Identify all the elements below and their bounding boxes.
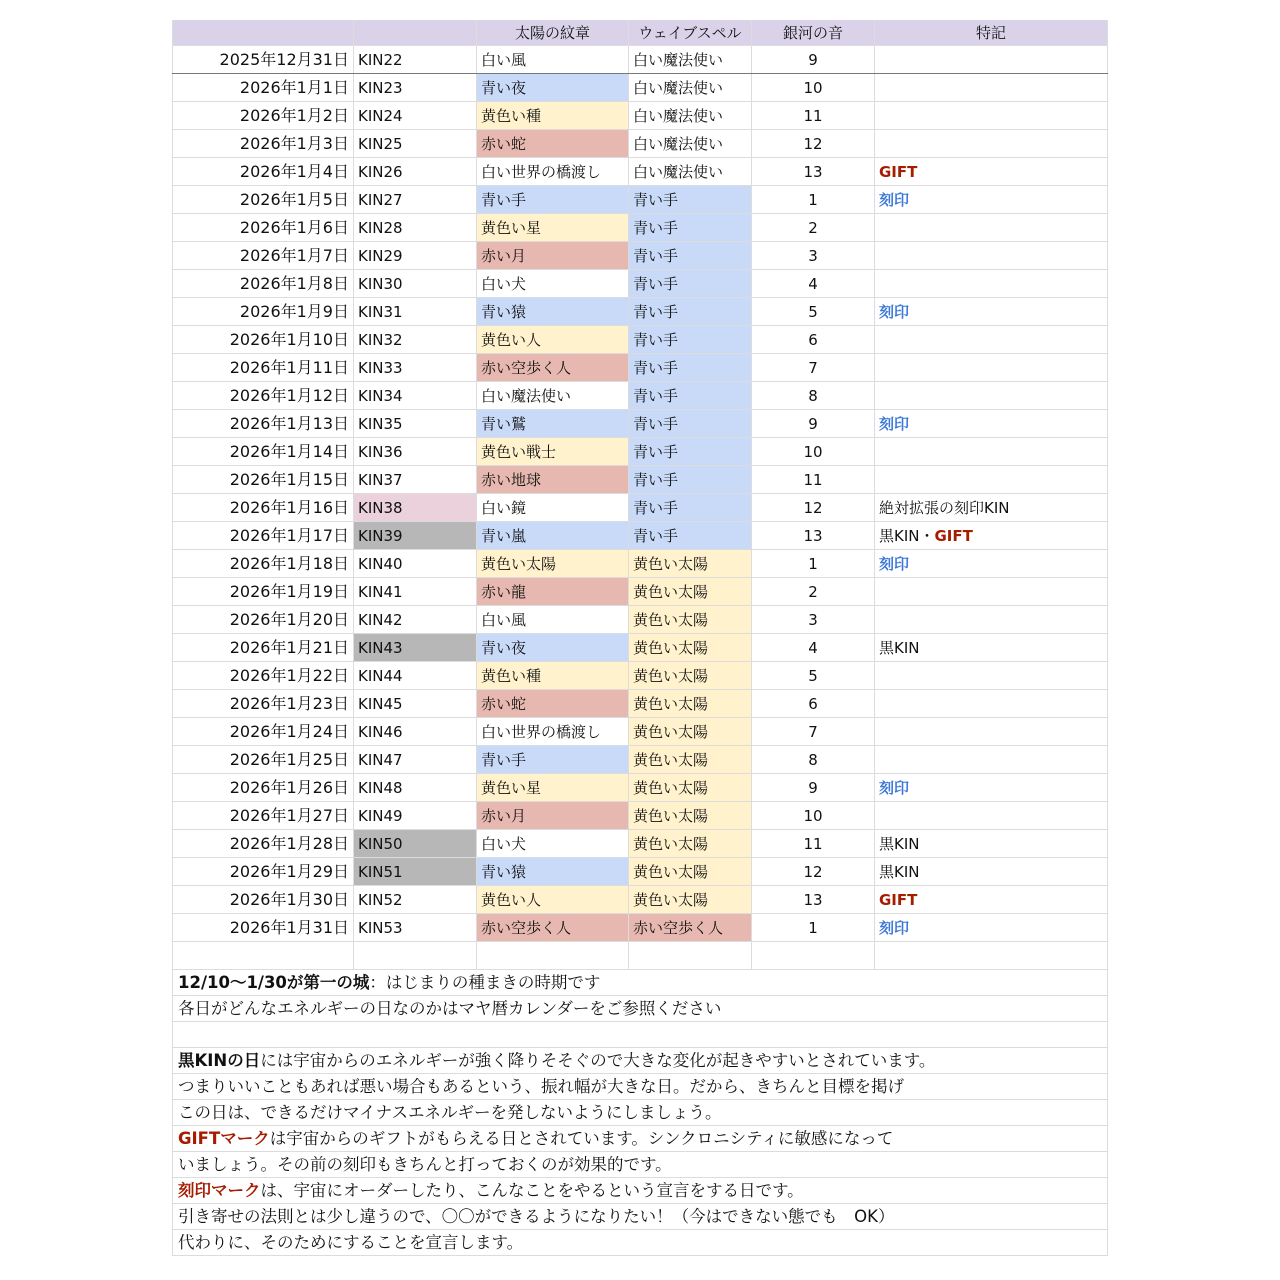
wavespell-cell[interactable]: 黄色い太陽 — [629, 606, 752, 633]
note-cell[interactable] — [875, 690, 1108, 717]
solar-seal-cell[interactable]: 青い夜 — [477, 634, 629, 661]
date-cell[interactable]: 2026年1月25日 — [172, 746, 354, 773]
solar-seal-cell[interactable]: 黄色い太陽 — [477, 550, 629, 577]
header-notes[interactable]: 特記 — [875, 20, 1108, 45]
kin-cell[interactable]: KIN41 — [354, 578, 477, 605]
solar-seal-cell[interactable]: 赤い月 — [477, 242, 629, 269]
note-row[interactable] — [172, 996, 1108, 1022]
note-cell[interactable] — [875, 858, 1108, 885]
note-cell[interactable] — [875, 354, 1108, 381]
calendar-reference-text: 各日がどんなエネルギーの日なのかはマヤ暦カレンダーをご参照ください — [178, 999, 722, 1018]
table-row — [172, 354, 1108, 382]
table-row — [172, 326, 1108, 354]
kin-cell[interactable]: KIN32 — [354, 326, 477, 353]
date-cell[interactable]: 2026年1月8日 — [172, 270, 354, 297]
kin-cell[interactable]: KIN31 — [354, 298, 477, 325]
wavespell-cell[interactable]: 黄色い太陽 — [629, 634, 752, 661]
date-cell[interactable]: 2026年1月15日 — [172, 466, 354, 493]
note-cell[interactable] — [875, 774, 1108, 801]
date-cell[interactable]: 2026年1月17日 — [172, 522, 354, 549]
wavespell-cell[interactable]: 黄色い太陽 — [629, 550, 752, 577]
stamp-label: 刻印 — [879, 779, 910, 797]
note-cell[interactable] — [875, 298, 1108, 325]
gift-text: は宇宙からのギフトがもらえる日とされています。シンクロニシティに敏感になって — [269, 1129, 894, 1148]
castle-text: ：はじまりの種まきの時期です — [369, 973, 601, 992]
galactic-tone-cell[interactable]: 9 — [752, 46, 875, 73]
solar-seal-cell[interactable]: 青い鷲 — [477, 410, 629, 437]
kin-cell[interactable]: KIN51 — [354, 858, 477, 885]
wavespell-cell[interactable]: 青い手 — [629, 270, 752, 297]
wavespell-cell[interactable]: 青い手 — [629, 466, 752, 493]
solar-seal-cell[interactable]: 白い魔法使い — [477, 382, 629, 409]
gift-label: GIFT — [879, 891, 918, 909]
black-kin-text-2: つまりいいこともあれば悪い場合もあるという、振れ幅が大きな日。だから、きちんと目標を掲げ — [178, 1077, 904, 1096]
galactic-tone-cell[interactable]: 3 — [752, 242, 875, 269]
table-row — [172, 774, 1108, 802]
header-row — [172, 20, 1108, 46]
solar-seal-cell[interactable]: 赤い龍 — [477, 578, 629, 605]
note-cell[interactable] — [875, 802, 1108, 829]
stamp-label: 刻印 — [879, 555, 910, 573]
kin-cell[interactable]: KIN42 — [354, 606, 477, 633]
kin-cell[interactable]: KIN49 — [354, 802, 477, 829]
solar-seal-cell[interactable]: 黄色い人 — [477, 326, 629, 353]
galactic-tone-cell[interactable]: 2 — [752, 214, 875, 241]
table-cell[interactable] — [477, 942, 629, 969]
solar-seal-cell[interactable]: 赤い空歩く人 — [477, 914, 629, 941]
galactic-tone-cell[interactable]: 11 — [752, 830, 875, 857]
galactic-tone-cell[interactable]: 12 — [752, 858, 875, 885]
table-row — [172, 382, 1108, 410]
note-label: 絶対拡張の刻印KIN — [879, 499, 1010, 517]
table-row — [172, 438, 1108, 466]
kin-cell[interactable]: KIN40 — [354, 550, 477, 577]
wavespell-cell[interactable]: 白い魔法使い — [629, 46, 752, 73]
solar-seal-cell[interactable]: 青い夜 — [477, 74, 629, 101]
galactic-tone-cell[interactable]: 11 — [752, 466, 875, 493]
kin-cell[interactable]: KIN45 — [354, 690, 477, 717]
note-cell[interactable] — [875, 74, 1108, 101]
galactic-tone-cell[interactable]: 5 — [752, 298, 875, 325]
date-cell[interactable]: 2026年1月26日 — [172, 774, 354, 801]
table-row — [172, 158, 1108, 186]
wavespell-cell[interactable]: 黄色い太陽 — [629, 858, 752, 885]
note-cell[interactable] — [875, 830, 1108, 857]
table-row — [172, 46, 1108, 74]
solar-seal-cell[interactable]: 赤い蛇 — [477, 690, 629, 717]
solar-seal-cell[interactable]: 赤い蛇 — [477, 130, 629, 157]
kin-cell[interactable]: KIN26 — [354, 158, 477, 185]
black-kin-heading: 黒KINの日 — [178, 1051, 261, 1070]
galactic-tone-cell[interactable]: 8 — [752, 746, 875, 773]
stamp-label: 刻印 — [879, 191, 910, 209]
black-kin-label: 黒KIN・ — [879, 527, 935, 545]
wavespell-cell[interactable]: 青い手 — [629, 242, 752, 269]
date-cell[interactable]: 2026年1月10日 — [172, 326, 354, 353]
wavespell-cell[interactable]: 白い魔法使い — [629, 130, 752, 157]
date-cell[interactable]: 2026年1月27日 — [172, 802, 354, 829]
table-row — [172, 718, 1108, 746]
table-row — [172, 74, 1108, 102]
note-cell[interactable] — [875, 466, 1108, 493]
date-cell[interactable]: 2026年1月9日 — [172, 298, 354, 325]
date-cell[interactable]: 2026年1月29日 — [172, 858, 354, 885]
galactic-tone-cell[interactable]: 12 — [752, 494, 875, 521]
wavespell-cell[interactable]: 青い手 — [629, 494, 752, 521]
date-cell[interactable]: 2026年1月28日 — [172, 830, 354, 857]
wavespell-cell[interactable]: 白い魔法使い — [629, 74, 752, 101]
table-row — [172, 214, 1108, 242]
black-kin-text-3: この日は、できるだけマイナスエネルギーを発しないようにしましょう。 — [178, 1103, 722, 1122]
wavespell-cell[interactable]: 青い手 — [629, 382, 752, 409]
note-cell[interactable] — [875, 914, 1108, 941]
kin-cell[interactable]: KIN48 — [354, 774, 477, 801]
galactic-tone-cell[interactable]: 1 — [752, 550, 875, 577]
header-galactic-tone[interactable]: 銀河の音 — [752, 20, 875, 45]
table-row — [172, 830, 1108, 858]
date-cell[interactable]: 2026年1月14日 — [172, 438, 354, 465]
note-cell[interactable] — [875, 130, 1108, 157]
note-cell[interactable] — [875, 214, 1108, 241]
stamp-label: 刻印 — [879, 919, 910, 937]
note-row[interactable] — [172, 1126, 1108, 1152]
table-row — [172, 494, 1108, 522]
solar-seal-cell[interactable]: 青い猿 — [477, 858, 629, 885]
kin-cell[interactable]: KIN37 — [354, 466, 477, 493]
galactic-tone-cell[interactable]: 5 — [752, 662, 875, 689]
table-cell[interactable] — [354, 942, 477, 969]
table-row — [172, 606, 1108, 634]
kin-cell[interactable]: KIN35 — [354, 410, 477, 437]
table-row — [172, 186, 1108, 214]
spreadsheet — [172, 20, 1108, 1256]
stamp-text-3: 代わりに、そのためにすることを宣言します。 — [178, 1233, 524, 1252]
table-row — [172, 914, 1108, 942]
solar-seal-cell[interactable]: 白い風 — [477, 606, 629, 633]
table-row — [172, 550, 1108, 578]
wavespell-cell[interactable]: 黄色い太陽 — [629, 886, 752, 913]
solar-seal-cell[interactable]: 黄色い人 — [477, 886, 629, 913]
solar-seal-cell[interactable]: 黄色い種 — [477, 662, 629, 689]
wavespell-cell[interactable]: 白い魔法使い — [629, 158, 752, 185]
galactic-tone-cell[interactable]: 13 — [752, 158, 875, 185]
note-row[interactable] — [172, 1100, 1108, 1126]
table-row — [172, 102, 1108, 130]
wavespell-cell[interactable]: 黄色い太陽 — [629, 718, 752, 745]
galactic-tone-cell[interactable]: 3 — [752, 606, 875, 633]
stamp-label: 刻印 — [879, 303, 910, 321]
galactic-tone-cell[interactable]: 13 — [752, 886, 875, 913]
date-cell[interactable]: 2026年1月31日 — [172, 914, 354, 941]
wavespell-cell[interactable]: 青い手 — [629, 186, 752, 213]
table-row — [172, 634, 1108, 662]
table-row — [172, 746, 1108, 774]
galactic-tone-cell[interactable]: 6 — [752, 690, 875, 717]
wavespell-cell[interactable]: 青い手 — [629, 410, 752, 437]
notes-section — [172, 970, 1108, 1256]
kin-cell[interactable]: KIN23 — [354, 74, 477, 101]
kin-cell[interactable]: KIN29 — [354, 242, 477, 269]
wavespell-cell[interactable]: 黄色い太陽 — [629, 802, 752, 829]
table-row — [172, 578, 1108, 606]
solar-seal-cell[interactable]: 白い風 — [477, 46, 629, 73]
note-cell[interactable] — [875, 550, 1108, 577]
note-row-blank[interactable] — [172, 1022, 1108, 1048]
galactic-tone-cell[interactable]: 1 — [752, 914, 875, 941]
note-cell[interactable] — [875, 410, 1108, 437]
table-row — [172, 886, 1108, 914]
solar-seal-cell[interactable]: 赤い空歩く人 — [477, 354, 629, 381]
table-row — [172, 410, 1108, 438]
galactic-tone-cell[interactable]: 4 — [752, 270, 875, 297]
galactic-tone-cell[interactable]: 10 — [752, 74, 875, 101]
date-cell[interactable]: 2026年1月4日 — [172, 158, 354, 185]
stamp-text-2: 引き寄せの法則とは少し違うので、〇〇ができるようになりたい！（今はできない態でも OK） — [178, 1207, 895, 1226]
kin-cell[interactable]: KIN39 — [354, 522, 477, 549]
wavespell-cell[interactable]: 青い手 — [629, 298, 752, 325]
date-cell[interactable]: 2026年1月2日 — [172, 102, 354, 129]
note-cell[interactable] — [875, 270, 1108, 297]
note-row[interactable] — [172, 970, 1108, 996]
note-label: 黒KIN — [879, 835, 920, 853]
castle-heading: 12/10〜1/30が第一の城 — [178, 973, 370, 992]
table-row — [172, 130, 1108, 158]
solar-seal-cell[interactable]: 赤い地球 — [477, 466, 629, 493]
kin-cell[interactable]: KIN52 — [354, 886, 477, 913]
note-row[interactable] — [172, 1230, 1108, 1256]
gift-label: GIFT — [879, 163, 918, 181]
table-row — [172, 242, 1108, 270]
date-cell[interactable]: 2026年1月30日 — [172, 886, 354, 913]
kin-cell[interactable]: KIN33 — [354, 354, 477, 381]
note-cell[interactable] — [875, 326, 1108, 353]
table-row — [172, 270, 1108, 298]
table-row — [172, 802, 1108, 830]
note-cell[interactable] — [875, 382, 1108, 409]
note-cell[interactable] — [875, 494, 1108, 521]
kin-cell[interactable]: KIN38 — [354, 494, 477, 521]
wavespell-cell[interactable]: 赤い空歩く人 — [629, 914, 752, 941]
kin-cell[interactable]: KIN50 — [354, 830, 477, 857]
note-cell[interactable] — [875, 102, 1108, 129]
wavespell-cell[interactable]: 黄色い太陽 — [629, 774, 752, 801]
stamp-heading: 刻印マーク — [178, 1181, 261, 1200]
date-cell[interactable]: 2026年1月6日 — [172, 214, 354, 241]
date-cell[interactable]: 2026年1月22日 — [172, 662, 354, 689]
table-cell[interactable] — [752, 942, 875, 969]
date-cell[interactable]: 2026年1月13日 — [172, 410, 354, 437]
wavespell-cell[interactable]: 青い手 — [629, 522, 752, 549]
header-date[interactable] — [172, 20, 354, 45]
solar-seal-cell[interactable]: 白い世界の橋渡し — [477, 158, 629, 185]
note-cell[interactable] — [875, 886, 1108, 913]
galactic-tone-cell[interactable]: 12 — [752, 130, 875, 157]
note-label: 黒KIN — [879, 639, 920, 657]
table-row — [172, 858, 1108, 886]
header-wavespell[interactable]: ウェイブスペル — [629, 20, 752, 45]
galactic-tone-cell[interactable]: 6 — [752, 326, 875, 353]
date-cell[interactable]: 2026年1月23日 — [172, 690, 354, 717]
galactic-tone-cell[interactable]: 11 — [752, 102, 875, 129]
date-cell[interactable]: 2026年1月1日 — [172, 74, 354, 101]
date-cell[interactable]: 2026年1月16日 — [172, 494, 354, 521]
galactic-tone-cell[interactable]: 7 — [752, 354, 875, 381]
note-cell[interactable] — [875, 606, 1108, 633]
kin-cell[interactable]: KIN44 — [354, 662, 477, 689]
table-body — [172, 46, 1108, 942]
wavespell-cell[interactable]: 青い手 — [629, 354, 752, 381]
note-row[interactable] — [172, 1152, 1108, 1178]
table-cell[interactable] — [172, 942, 354, 969]
date-cell[interactable]: 2026年1月12日 — [172, 382, 354, 409]
note-row[interactable] — [172, 1204, 1108, 1230]
wavespell-cell[interactable]: 黄色い太陽 — [629, 746, 752, 773]
galactic-tone-cell[interactable]: 9 — [752, 410, 875, 437]
note-row[interactable] — [172, 1074, 1108, 1100]
table-row — [172, 298, 1108, 326]
kin-cell[interactable]: KIN34 — [354, 382, 477, 409]
gift-heading: GIFTマーク — [178, 1129, 270, 1148]
wavespell-cell[interactable]: 白い魔法使い — [629, 102, 752, 129]
solar-seal-cell[interactable]: 黄色い星 — [477, 774, 629, 801]
note-cell[interactable] — [875, 718, 1108, 745]
note-cell[interactable] — [875, 158, 1108, 185]
table-row — [172, 522, 1108, 550]
kin-cell[interactable]: KIN46 — [354, 718, 477, 745]
wavespell-cell[interactable]: 黄色い太陽 — [629, 830, 752, 857]
note-cell[interactable] — [875, 662, 1108, 689]
kin-cell[interactable]: KIN22 — [354, 46, 477, 73]
note-row[interactable] — [172, 1178, 1108, 1204]
galactic-tone-cell[interactable]: 9 — [752, 774, 875, 801]
kin-cell[interactable]: KIN25 — [354, 130, 477, 157]
stamp-label: 刻印 — [879, 415, 910, 433]
wavespell-cell[interactable]: 黄色い太陽 — [629, 578, 752, 605]
gift-label: GIFT — [934, 527, 973, 545]
solar-seal-cell[interactable]: 青い猿 — [477, 298, 629, 325]
kin-cell[interactable]: KIN28 — [354, 214, 477, 241]
date-cell[interactable]: 2025年12月31日 — [172, 46, 354, 73]
solar-seal-cell[interactable]: 青い手 — [477, 746, 629, 773]
date-cell[interactable]: 2026年1月7日 — [172, 242, 354, 269]
wavespell-cell[interactable]: 黄色い太陽 — [629, 690, 752, 717]
solar-seal-cell[interactable]: 白い犬 — [477, 270, 629, 297]
date-cell[interactable]: 2026年1月20日 — [172, 606, 354, 633]
note-cell[interactable] — [875, 746, 1108, 773]
solar-seal-cell[interactable]: 赤い月 — [477, 802, 629, 829]
solar-seal-cell[interactable]: 黄色い種 — [477, 102, 629, 129]
table-row — [172, 466, 1108, 494]
table-cell[interactable] — [629, 942, 752, 969]
galactic-tone-cell[interactable]: 8 — [752, 382, 875, 409]
note-cell[interactable] — [875, 242, 1108, 269]
table-cell[interactable] — [875, 942, 1108, 969]
black-kin-text: には宇宙からのエネルギーが強く降りそそぐので大きな変化が起きやすいとされています。 — [260, 1051, 936, 1070]
galactic-tone-cell[interactable]: 13 — [752, 522, 875, 549]
wavespell-cell[interactable]: 青い手 — [629, 214, 752, 241]
solar-seal-cell[interactable]: 青い嵐 — [477, 522, 629, 549]
note-cell[interactable] — [875, 634, 1108, 661]
note-label: 黒KIN — [879, 863, 920, 881]
kin-cell[interactable]: KIN24 — [354, 102, 477, 129]
note-cell[interactable] — [875, 46, 1108, 73]
kin-cell[interactable]: KIN43 — [354, 634, 477, 661]
solar-seal-cell[interactable]: 黄色い星 — [477, 214, 629, 241]
note-cell[interactable] — [875, 522, 1108, 549]
galactic-tone-cell[interactable]: 10 — [752, 438, 875, 465]
kin-cell[interactable]: KIN36 — [354, 438, 477, 465]
kin-cell[interactable]: KIN53 — [354, 914, 477, 941]
solar-seal-cell[interactable]: 白い鏡 — [477, 494, 629, 521]
header-solar-seal[interactable]: 太陽の紋章 — [477, 20, 629, 45]
table-row — [172, 690, 1108, 718]
stamp-text: は、宇宙にオーダーしたり、こんなことをやるという宣言をする日です。 — [260, 1181, 804, 1200]
wavespell-cell[interactable]: 青い手 — [629, 438, 752, 465]
blank-row — [172, 942, 1108, 970]
galactic-tone-cell[interactable]: 4 — [752, 634, 875, 661]
galactic-tone-cell[interactable]: 10 — [752, 802, 875, 829]
date-cell[interactable]: 2026年1月3日 — [172, 130, 354, 157]
date-cell[interactable]: 2026年1月11日 — [172, 354, 354, 381]
galactic-tone-cell[interactable]: 2 — [752, 578, 875, 605]
solar-seal-cell[interactable]: 青い手 — [477, 186, 629, 213]
kin-cell[interactable]: KIN30 — [354, 270, 477, 297]
date-cell[interactable]: 2026年1月21日 — [172, 634, 354, 661]
note-cell[interactable] — [875, 438, 1108, 465]
solar-seal-cell[interactable]: 黄色い戦士 — [477, 438, 629, 465]
note-row[interactable] — [172, 1048, 1108, 1074]
note-cell[interactable] — [875, 186, 1108, 213]
date-cell[interactable]: 2026年1月24日 — [172, 718, 354, 745]
solar-seal-cell[interactable]: 白い犬 — [477, 830, 629, 857]
solar-seal-cell[interactable]: 白い世界の橋渡し — [477, 718, 629, 745]
kin-cell[interactable]: KIN27 — [354, 186, 477, 213]
wavespell-cell[interactable]: 黄色い太陽 — [629, 662, 752, 689]
header-kin[interactable] — [354, 20, 477, 45]
date-cell[interactable]: 2026年1月18日 — [172, 550, 354, 577]
gift-text-2: いましょう。その前の刻印もきちんと打っておくのが効果的です。 — [178, 1155, 672, 1174]
kin-cell[interactable]: KIN47 — [354, 746, 477, 773]
note-cell[interactable] — [875, 578, 1108, 605]
table-row — [172, 662, 1108, 690]
galactic-tone-cell[interactable]: 7 — [752, 718, 875, 745]
wavespell-cell[interactable]: 青い手 — [629, 326, 752, 353]
date-cell[interactable]: 2026年1月19日 — [172, 578, 354, 605]
galactic-tone-cell[interactable]: 1 — [752, 186, 875, 213]
date-cell[interactable]: 2026年1月5日 — [172, 186, 354, 213]
